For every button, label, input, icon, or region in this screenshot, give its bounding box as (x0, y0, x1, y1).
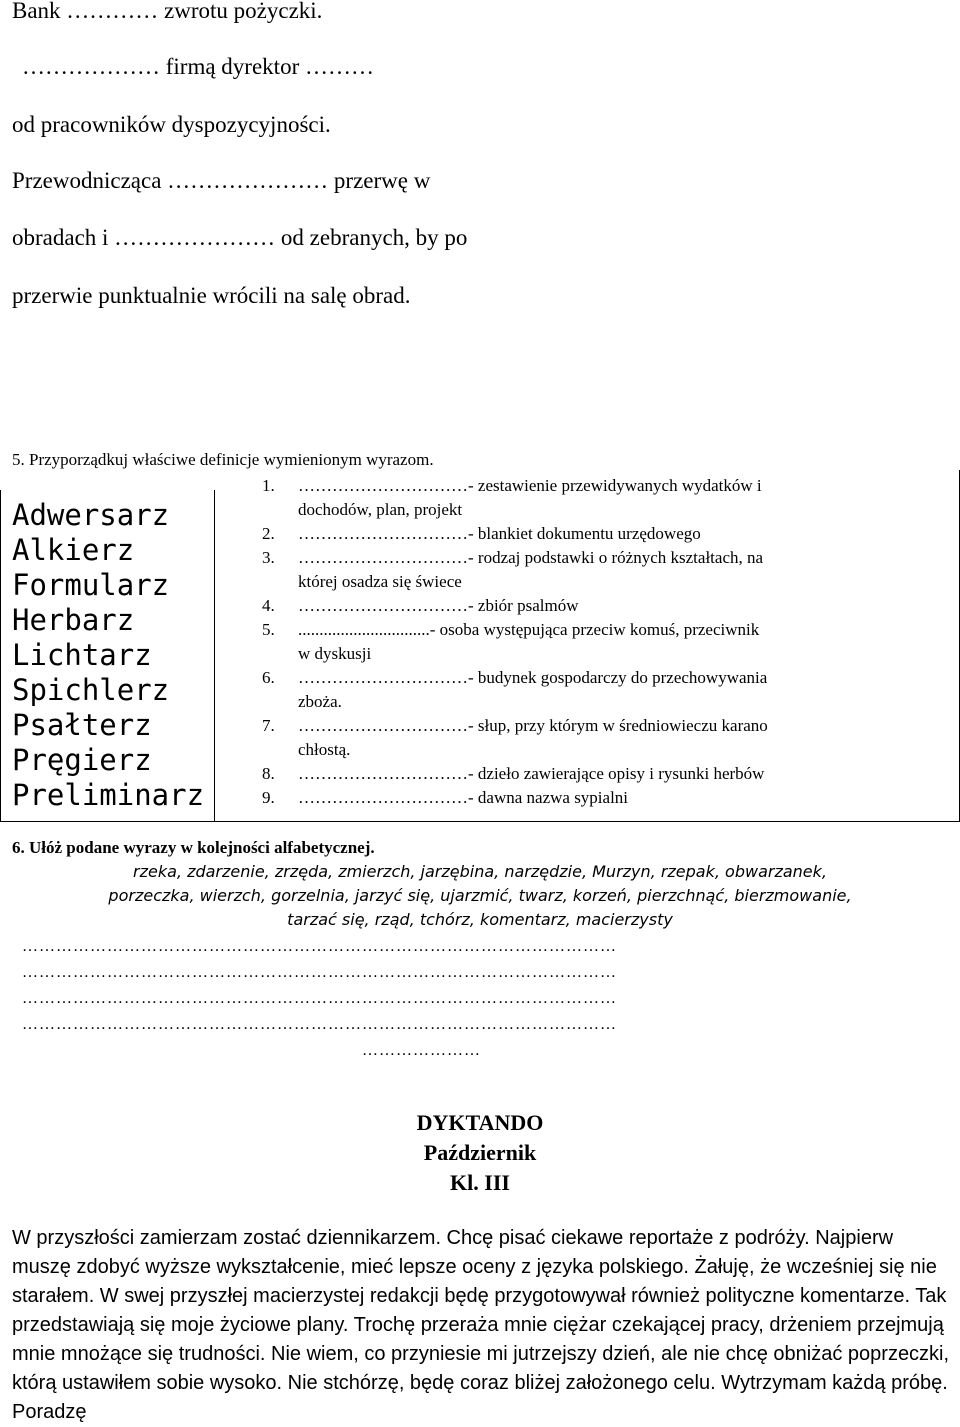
definition-continuation: w dyskusji (298, 644, 372, 663)
definition-item (262, 762, 768, 786)
definition-text: ...............................- osoba występująca przeciw komuś, przeciwnik (298, 620, 760, 639)
definition-number: 8. (262, 764, 275, 783)
definition-item (262, 786, 768, 810)
exercise-6-title: 6. Ułóż podane wyrazy w kolejności alfabetycznej. (12, 838, 375, 857)
definition-number: 7. (262, 716, 275, 735)
dictation-heading: DYKTANDO (416, 1110, 544, 1135)
answer-line: …………………………………………………………………………………………… (22, 964, 617, 981)
word-list-line: porzeczka, wierzch, gorzelnia, jarzyć się, ujarzmić, twarz, korzeń, pierzchnąć, bierzmowanie, (108, 886, 852, 905)
word-list-line: tarzać się, rząd, tchórz, komentarz, macierzysty (287, 910, 673, 929)
definition-number: 1. (262, 476, 275, 495)
definition-text: …………………………- blankiet dokumentu urzędowego (298, 524, 701, 543)
word-item: Adwersarz (12, 498, 170, 532)
definition-item (262, 594, 768, 618)
definitions-list (262, 474, 768, 810)
sentence-line-5: obradach i ………………… od zebranych, by po (12, 225, 468, 250)
definition-number: 2. (262, 524, 275, 543)
word-item: Alkierz (12, 533, 135, 567)
definition-text: …………………………- zbiór psalmów (298, 596, 579, 615)
dictation-month: Październik (423, 1140, 537, 1165)
dictation-text: W przyszłości zamierzam zostać dziennikarzem. Chcę pisać ciekawe reportaże z podróży. Najpierw muszę zdobyć wyższe wykształcenie, mieć lepsze oceny z języka polskiego. Żałuję, że wcześniej się nie starałem. W swej przyszłej macierzystej redakcji będę przygotowywał również polityczne komentarze. Tak przedstawiają się moje życiowe plany. Trochę przeraża mnie ciężar czekającej pracy, drżeniem przejmują mnie mnożące się trudności. Nie wiem, co przyniesie mi jutrzejszy dzień, ale nie chcę obniżać poprzeczki, którą ustawiłem sobie wysoko. Nie stchórzę, będę coraz bliżej założonego celu. Wytrzymam każdą próbę. Poradzę (12, 1227, 950, 1423)
definition-item (262, 666, 768, 690)
definition-item (262, 714, 768, 738)
definition-number: 6. (262, 668, 275, 687)
word-list-line: rzeka, zdarzenie, zrzęda, zmierzch, jarzębina, narzędzie, Murzyn, rzepak, obwarzanek, (133, 862, 827, 881)
word-item: Spichlerz (12, 673, 170, 707)
definition-text: …………………………- słup, przy którym w średniowieczu karano (298, 716, 768, 735)
word-item: Herbarz (12, 603, 135, 637)
word-item: Pręgierz (12, 743, 152, 777)
definition-item (262, 618, 768, 642)
definition-text: …………………………- dawna nazwa sypialni (298, 788, 629, 807)
word-item: Formularz (12, 568, 170, 602)
sentence-line-1: Bank ………… zwrotu pożyczki. (12, 0, 323, 23)
definition-text: …………………………- budynek gospodarczy do przechowywania (298, 668, 768, 687)
exercise-5-title: 5. Przyporządkuj właściwe definicje wymienionym wyrazom. (12, 450, 434, 469)
definition-continuation: dochodów, plan, projekt (298, 500, 463, 519)
answer-line: …………………………………………………………………………………………… (22, 938, 617, 955)
word-item: Lichtarz (12, 638, 152, 672)
sentence-line-6: przerwie punktualnie wrócili na salę obrad. (12, 283, 411, 308)
sentence-line-3: od pracowników dyspozycyjności. (12, 112, 331, 137)
answer-line-short: ………………… (362, 1042, 481, 1059)
word-item: Psałterz (12, 708, 152, 742)
definition-item (262, 474, 768, 498)
sentence-line-4: Przewodnicząca ………………… przerwę w (12, 168, 431, 193)
definition-number: 5. (262, 620, 275, 639)
definition-text: …………………………- zestawienie przewidywanych wydatków i (298, 476, 762, 495)
sentence-line-2: ……………… firmą dyrektor ……… (22, 54, 374, 79)
word-item: Preliminarz (12, 778, 205, 812)
definition-continuation: której osadza się świece (298, 572, 462, 591)
word-list (12, 498, 204, 813)
answer-line: …………………………………………………………………………………………… (22, 990, 617, 1007)
definition-item (262, 522, 768, 546)
definition-item (262, 546, 768, 570)
exercise-6-word-list (14, 860, 946, 932)
definition-continuation: chłostą. (298, 740, 351, 759)
definition-number: 4. (262, 596, 275, 615)
definition-text: …………………………- rodzaj podstawki o różnych kształtach, na (298, 548, 764, 567)
definition-text: …………………………- dzieło zawierające opisy i rysunki herbów (298, 764, 765, 783)
definition-continuation: zboża. (298, 692, 342, 711)
definition-number: 3. (262, 548, 275, 567)
dictation-class: Kl. III (450, 1170, 510, 1195)
answer-line: …………………………………………………………………………………………… (22, 1016, 617, 1033)
definition-number: 9. (262, 788, 275, 807)
